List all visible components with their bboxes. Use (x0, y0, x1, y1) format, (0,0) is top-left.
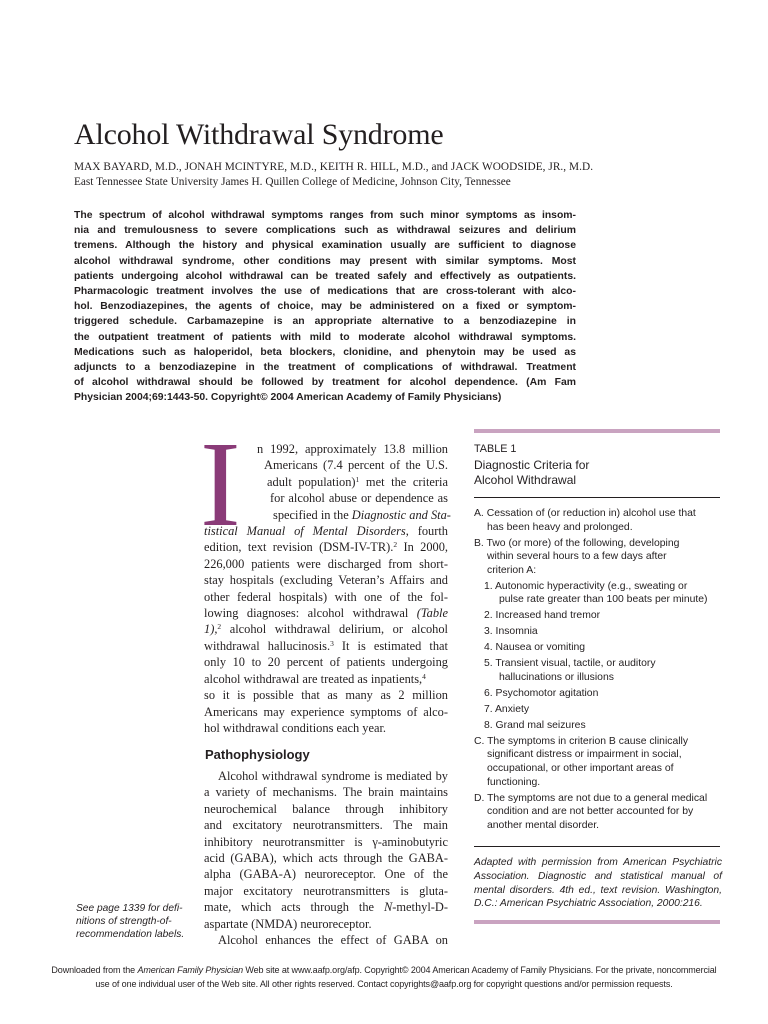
author-list: MAX BAYARD, M.D., JONAH MCINTYRE, M.D., KEITH R. HILL, M.D., and JACK WOODSIDE, JR., M.D. (74, 161, 594, 173)
text-line: adult population)$^1$ met the criteria (267, 474, 449, 489)
criteria-line: 8. Grand mal seizures (484, 719, 586, 731)
text-line: edition, text revision (DSM-IV-TR).$^2$ In 2000, (204, 540, 448, 555)
article-title: Alcohol Withdrawal Syndrome (74, 118, 444, 151)
text-line: aspartate (NMDA) neuroreceptor. (204, 916, 372, 931)
text-line: tistical Manual of Mental Disorders, fourth (204, 524, 448, 539)
text-line: 1),$^2$ alcohol withdrawal delirium, or alcohol (204, 622, 448, 637)
table-source-note (474, 856, 722, 911)
criteria-line: pulse rate greater than 100 beats per minute) (499, 594, 708, 606)
criteria-line: 7. Anxiety (484, 703, 530, 715)
text-line: Alcohol withdrawal syndrome is mediated by (218, 769, 448, 783)
criteria-line: significant distress or impairment in social, (487, 749, 682, 761)
table-bottom-bar (474, 920, 720, 924)
criteria-line: D. The symptoms are not due to a general medical (474, 792, 708, 804)
text-line: mate, which acts through the N-methyl-D- (204, 900, 448, 915)
text-line: See page 1339 for defi- (76, 903, 183, 914)
table-caption (474, 458, 720, 488)
text-line: acid (GABA), which acts through the GABA- (204, 851, 448, 866)
text-line: Alcohol enhances the effect of GABA on (218, 933, 448, 948)
criteria-line: 1. Autonomic hyperactivity (e.g., sweating or (484, 580, 688, 592)
criteria-line: hallucinations or illusions (499, 671, 614, 683)
margin-note (76, 902, 194, 941)
table-divider (474, 497, 720, 498)
text-line: Americans (7.4 percent of the U.S. (264, 458, 448, 473)
table-divider (474, 846, 720, 847)
section-heading: Pathophysiology (205, 747, 310, 762)
text-line: alpha (GABA-A) neuroreceptor. One of the (204, 867, 448, 882)
text-line: Association. Diagnostic and statistical manual of (474, 870, 722, 882)
criteria-line: B. Two (or more) of the following, developing (474, 537, 680, 549)
criteria-line: 2. Increased hand tremor (484, 610, 601, 622)
text-line: 226,000 patients were discharged from short- (204, 556, 448, 571)
criteria-line: condition and are not better accounted for by (487, 806, 694, 818)
text-line: mental disorders. 4th ed., text revision. Washington, (474, 884, 722, 896)
citation-ref: 2 (393, 540, 398, 550)
text-line: D.C.: American Psychiatric Association, 2000:216. (474, 898, 703, 910)
text-line: and excitatory neurotransmitters. The main (204, 818, 448, 833)
criteria-list (474, 507, 720, 832)
abstract-line: Physician 2004;69:1443-50. Copyright© 2004 American Academy of Family Physicians) (74, 392, 502, 404)
text-line: only 10 to 20 percent of patients undergoing (204, 655, 448, 670)
text-line: for alcohol abuse or dependence as (270, 491, 448, 506)
criteria-line: within several hours to a few days after (487, 551, 667, 563)
text-line: recommendation labels. (76, 929, 185, 940)
text-line: a variety of mechanisms. The brain maintains (204, 785, 448, 800)
citation-ref: 2 (217, 622, 222, 632)
text-line: withdrawal hallucinosis.$^3$ It is estimated that (204, 638, 448, 653)
criteria-line: criterion A: (487, 564, 537, 576)
criteria-line: C. The symptoms in criterion B cause clinically (474, 735, 689, 747)
drop-cap: I (200, 417, 241, 552)
caption-line: Diagnostic Criteria for (474, 458, 590, 472)
text-line: nitions of strength-of- (76, 916, 172, 927)
text-line: inhibitory neurotransmitter is γ-aminobutyric (204, 834, 448, 849)
abstract-line: The spectrum of alcohol withdrawal symptoms ranges from such minor symptoms as insom- (74, 210, 576, 221)
criteria-line: another mental disorder. (487, 819, 600, 831)
criteria-line: has been heavy and prolonged. (487, 521, 633, 533)
citation-ref: 3 (330, 638, 334, 648)
criteria-line: 6. Psychomotor agitation (484, 687, 599, 699)
abstract-line: Medications such as haloperidol, beta blockers, clonidine, and phenytoin may be used as (74, 346, 576, 358)
abstract-line: tremens. Although the history and physical examination usually are sufficient to diagnose (74, 240, 576, 252)
abstract-line: Pharmacologic treatment involves the use of medications that are cross-tolerant with alco- (74, 286, 576, 298)
abstract-line: patients undergoing alcohol withdrawal can be treated safely and effectively as outpatients. (74, 270, 576, 282)
abstract-line: adjuncts to a benzodiazepine in the treatment of complications of withdrawal. Treatment (74, 362, 576, 374)
table-label: TABLE 1 (474, 443, 517, 455)
abstract-line: triggered schedule. Carbamazepine is an appropriate alternative to a benzodiazepine in (74, 316, 576, 328)
table-top-bar (474, 429, 720, 433)
footer-line: use of one individual user of the Web site. All other rights reserved. Contact copyrights@aafp.org for copyright questions and/or permission requests. (95, 979, 673, 989)
text-line: stay hospitals (excluding Veteran’s Affairs and (204, 573, 448, 588)
citation-ref: 1 (355, 474, 360, 484)
abstract-line: of alcohol withdrawal should be followed by treatment for alcohol dependence. (Am Fam (74, 377, 576, 389)
abstract-line: nia and tremulousness to severe complications such as withdrawal seizures and delirium (74, 225, 576, 237)
abstract-line: hol. Benzodiazepines, the agents of choice, may be administered on a fixed or symptom- (74, 301, 576, 313)
criteria-line: 3. Insomnia (484, 626, 538, 638)
intro-paragraph (204, 441, 451, 736)
text-line: Adapted with permission from American Psychiatric (474, 857, 722, 868)
text-line: so it is possible that as many as 2 million (204, 688, 448, 703)
criteria-line: A. Cessation of (or reduction in) alcohol use that (474, 508, 696, 519)
abstract-line: alcohol withdrawal syndrome, other conditions may present with similar symptoms. Most (74, 255, 576, 267)
citation-ref: 4 (422, 671, 426, 681)
caption-line: Alcohol Withdrawal (474, 473, 577, 487)
text-line: Americans may experience symptoms of alco- (204, 704, 448, 719)
affiliation: East Tennessee State University James H. Quillen College of Medicine, Johnson City, Tennessee (74, 176, 511, 188)
text-line: neurochemical balance through inhibitory (204, 801, 448, 816)
pathophysiology-paragraph (204, 768, 448, 948)
criteria-line: 5. Transient visual, tactile, or auditory (484, 658, 656, 670)
text-line: major excitatory neurotransmitters is gluta- (204, 883, 448, 898)
abstract (74, 208, 576, 406)
text-line: other federal hospitals) with one of the fol- (204, 589, 448, 604)
abstract-line: the outpatient treatment of patients with mild to moderate alcohol withdrawal symptoms. (74, 331, 576, 343)
criteria-line: occupational, or other important areas of (487, 763, 674, 774)
text-line: specified in the Diagnostic and Sta- (273, 507, 451, 522)
criteria-line: functioning. (487, 776, 541, 788)
text-line: n 1992, approximately 13.8 million (257, 442, 448, 456)
text-line: alcohol withdrawal are treated as inpatients,$^4$ (204, 671, 426, 686)
footer-line: Downloaded from the American Family Physician Web site at www.aafp.org/afp. Copyright© 2004 American Academy of Family Physicians. For the private, noncommercial (51, 965, 717, 975)
download-footer (0, 963, 768, 991)
text-line: hol withdrawal conditions each year. (204, 720, 387, 735)
criteria-line: 4. Nausea or vomiting (484, 642, 586, 654)
text-line: lowing diagnoses: alcohol withdrawal (Table (204, 606, 448, 621)
